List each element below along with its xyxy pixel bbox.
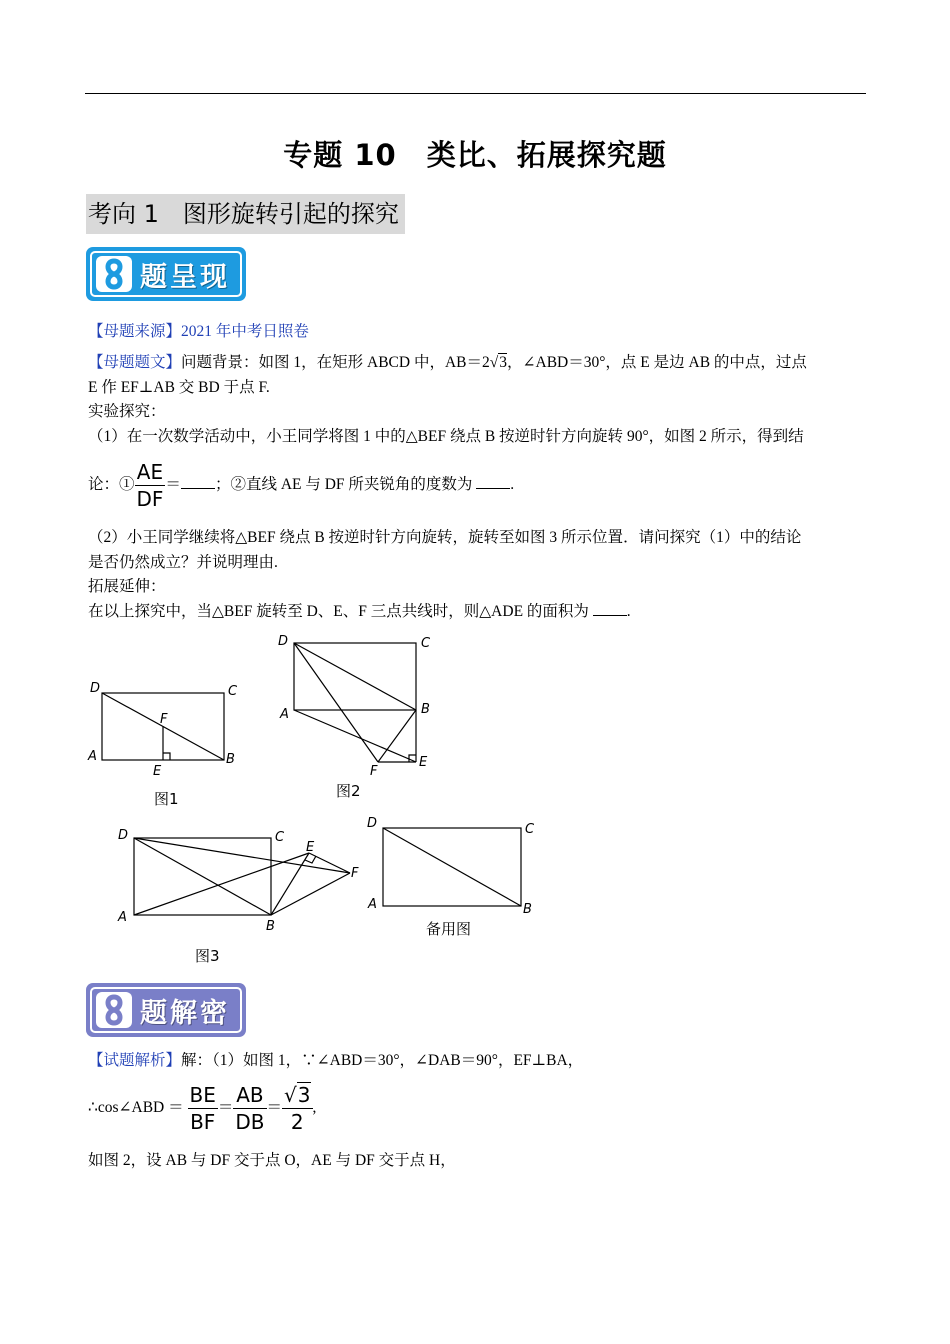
point-label: B — [523, 902, 532, 917]
spare-diagonal-bd — [383, 828, 521, 906]
problem-text: . — [510, 476, 515, 493]
fraction-be-bf — [188, 1082, 218, 1135]
problem-line-4: （1）在一次数学活动中，小王同学将图 1 中的△BEF 绕点 B 按逆时针方向旋转 90°，如图 2 所示，得到结 — [88, 428, 804, 445]
problem-text: 在以上探究中，当△BEF 旋转至 D、E、F 三点共线时，则△ADE 的面积为 — [88, 603, 593, 620]
point-label: A — [88, 749, 97, 764]
badge-text: 题呈现 — [140, 261, 230, 293]
point-label: C — [525, 822, 535, 837]
point-label: B — [266, 919, 275, 934]
sqrt-value: 3 — [297, 1082, 311, 1107]
solution-line-1 — [88, 1049, 583, 1073]
frac-numerator: AE — [135, 459, 166, 486]
point-label: E — [306, 840, 315, 855]
frac-numerator: BE — [189, 1082, 216, 1107]
solution-text: , — [312, 1099, 317, 1116]
page-title: 专题 10 类比、拓展探究题 — [283, 138, 667, 172]
badge-logo-icon — [96, 992, 132, 1028]
spare-caption: 备用图 — [426, 920, 472, 938]
point-label: A — [118, 910, 127, 925]
source-text: 2021 年中考日照卷 — [181, 323, 309, 340]
badge-logo-icon — [96, 256, 132, 292]
top-rule — [85, 93, 866, 94]
sqrt-symbol: √ — [284, 1082, 297, 1107]
section-heading: 考向 1 图形旋转引起的探究 — [86, 194, 405, 234]
fig1-caption: 图1 — [154, 790, 179, 808]
point-label: D — [278, 634, 289, 649]
point-label: C — [275, 830, 285, 845]
solution-text: ∴cos∠ABD ＝ — [88, 1099, 184, 1116]
fig3-segment-bf — [271, 873, 350, 915]
sqrt-value: 3 — [499, 354, 508, 371]
point-label: B — [421, 702, 430, 717]
equals-sign: ＝ — [217, 1099, 234, 1116]
frac-denominator: 2 — [290, 1109, 304, 1134]
frac-numerator — [282, 1082, 312, 1109]
problem-line-1 — [88, 351, 807, 375]
solution-text: 解：（1）如图 1，∵∠ABD＝30°，∠DAB＝90°，EF⊥BA， — [181, 1052, 584, 1069]
source-label: 【母题来源】 — [88, 323, 182, 340]
source-line — [88, 320, 309, 344]
present-badge — [86, 247, 246, 301]
problem-text: . — [626, 603, 631, 620]
problem-text: 问题背景：如图 1，在矩形 ABCD 中，AB＝2 — [181, 354, 490, 371]
point-label: D — [118, 828, 129, 843]
frac-denominator: DF — [136, 486, 164, 511]
point-label: A — [280, 707, 289, 722]
frac-denominator: BF — [190, 1109, 216, 1134]
point-label: B — [226, 752, 235, 767]
problem-text: 论：① — [88, 476, 135, 493]
problem-text: ，∠ABD＝30°，点 E 是边 AB 的中点，过点 — [507, 354, 807, 371]
problem-line-3: 实验探究： — [88, 403, 166, 420]
solution-label: 【试题解析】 — [88, 1052, 182, 1069]
problem-line-6: （2）小王同学继续将△BEF 绕点 B 按逆时针方向旋转，旋转至如图 3 所示位置．请问探究（1）中的结论 — [88, 529, 802, 546]
badge-text: 题解密 — [140, 997, 230, 1029]
answer-blank[interactable] — [593, 601, 627, 616]
problem-line-5 — [88, 455, 514, 515]
point-label: D — [90, 681, 101, 696]
point-label: F — [370, 764, 378, 779]
problem-line-7: 是否仍然成立？并说明理由. — [88, 554, 278, 571]
problem-line-2: E 作 EF⊥AB 交 BD 于点 F. — [88, 379, 270, 396]
answer-blank[interactable] — [181, 474, 215, 489]
solution-line-2 — [88, 1078, 316, 1138]
solution-badge — [86, 983, 246, 1037]
solution-line-3: 如图 2，设 AB 与 DF 交于点 O，AE 与 DF 交于点 H， — [88, 1152, 456, 1169]
point-label: E — [419, 755, 428, 770]
fig2-segment-df — [294, 643, 378, 762]
fig3-segment-df — [134, 838, 350, 873]
frac-denominator: DB — [235, 1109, 265, 1134]
point-label: F — [351, 866, 359, 881]
equals-sign: ＝ — [266, 1099, 283, 1116]
point-label: C — [421, 636, 431, 651]
fraction-ab-db — [233, 1082, 266, 1135]
problem-text: ＝ — [165, 476, 181, 493]
fraction-sqrt3-2 — [282, 1082, 312, 1135]
sqrt-symbol: √ — [489, 354, 499, 371]
fig2-caption: 图2 — [336, 782, 361, 800]
point-label: C — [228, 684, 238, 699]
fig1-right-angle — [163, 753, 170, 760]
answer-blank[interactable] — [476, 474, 510, 489]
point-label: F — [160, 712, 168, 727]
problem-text: ；②直线 AE 与 DF 所夹锐角的度数为 — [214, 476, 477, 493]
point-label: D — [367, 816, 378, 831]
problem-line-8: 拓展延伸： — [88, 578, 166, 595]
fraction-ae-df — [135, 459, 166, 512]
fig3-caption: 图3 — [195, 947, 220, 965]
frac-numerator: AB — [233, 1082, 266, 1109]
fig3-segment-be — [271, 853, 309, 915]
problem-line-9 — [88, 600, 631, 624]
point-label: A — [368, 897, 377, 912]
point-label: E — [153, 764, 162, 779]
problem-label: 【母题题文】 — [88, 354, 182, 371]
fig3-segment-ae — [134, 853, 309, 915]
fig2-diagonal-bd — [294, 643, 416, 710]
